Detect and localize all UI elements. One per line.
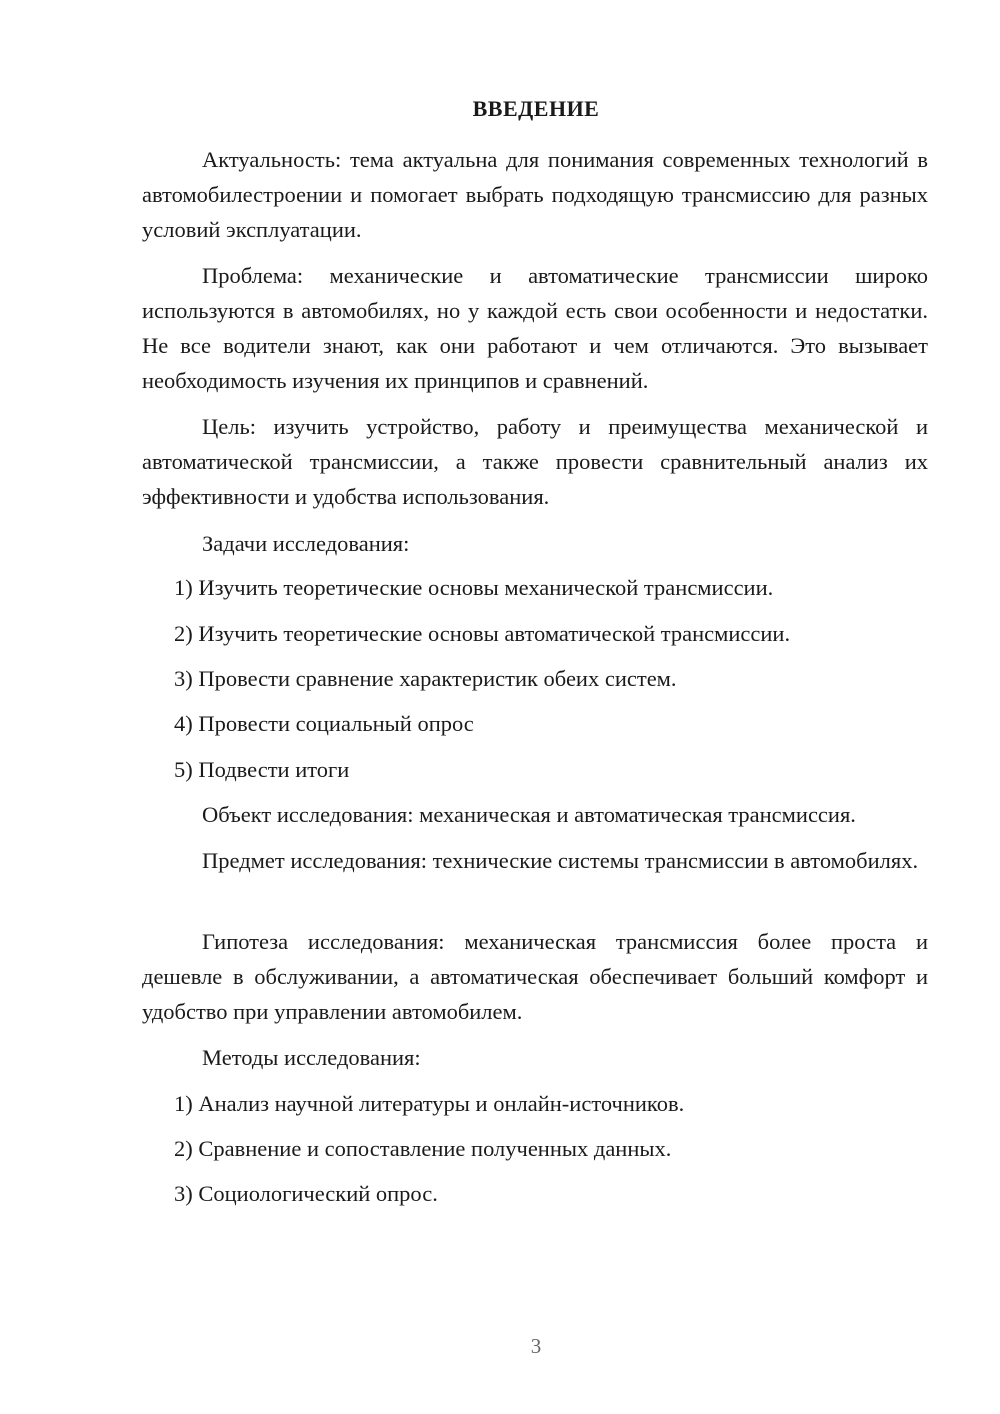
relevance-paragraph: Актуальность: тема актуальна для понимания современных технологий в автомобилестроении и помогает выбрать подходящую трансмиссию для разных условий эксплуатации. bbox=[142, 147, 928, 242]
page-title: ВВЕДЕНИЕ bbox=[472, 96, 600, 121]
method-item-3: 3) Социологический опрос. bbox=[174, 1181, 438, 1206]
task-item-2: 2) Изучить теоретические основы автоматической трансмиссии. bbox=[174, 621, 791, 646]
hypothesis-paragraph: Гипотеза исследования: механическая трансмиссия более проста и дешевле в обслуживании, а автоматическая обеспечивает больший комфорт и удобство при управлении автомобилем. bbox=[142, 929, 928, 1024]
method-item-1: 1) Анализ научной литературы и онлайн-источников. bbox=[174, 1091, 685, 1116]
goal-paragraph: Цель: изучить устройство, работу и преимущества механической и автоматической трансмиссии, а также провести сравнительный анализ их эффективности и удобства использования. bbox=[142, 414, 928, 509]
tasks-heading: Задачи исследования: bbox=[202, 531, 410, 556]
task-item-4: 4) Провести социальный опрос bbox=[174, 711, 474, 736]
problem-paragraph: Проблема: механические и автоматические трансмиссии широко используются в автомобилях, но у каждой есть свои особенности и недостатки. Не все водители знают, как они работают и чем отличаются. Это вызывает необходимость изучения их принципов и сравнений. bbox=[142, 263, 928, 393]
task-item-1: 1) Изучить теоретические основы механической трансмиссии. bbox=[174, 575, 774, 600]
method-item-2: 2) Сравнение и сопоставление полученных данных. bbox=[174, 1136, 672, 1161]
task-item-5: 5) Подвести итоги bbox=[174, 757, 350, 782]
subject-paragraph: Предмет исследования: технические системы трансмиссии в автомобилях. bbox=[202, 848, 919, 873]
methods-heading: Методы исследования: bbox=[202, 1045, 421, 1070]
object-paragraph: Объект исследования: механическая и автоматическая трансмиссия. bbox=[202, 802, 856, 827]
page-number: 3 bbox=[530, 1334, 542, 1358]
task-item-3: 3) Провести сравнение характеристик обеих систем. bbox=[174, 666, 677, 691]
